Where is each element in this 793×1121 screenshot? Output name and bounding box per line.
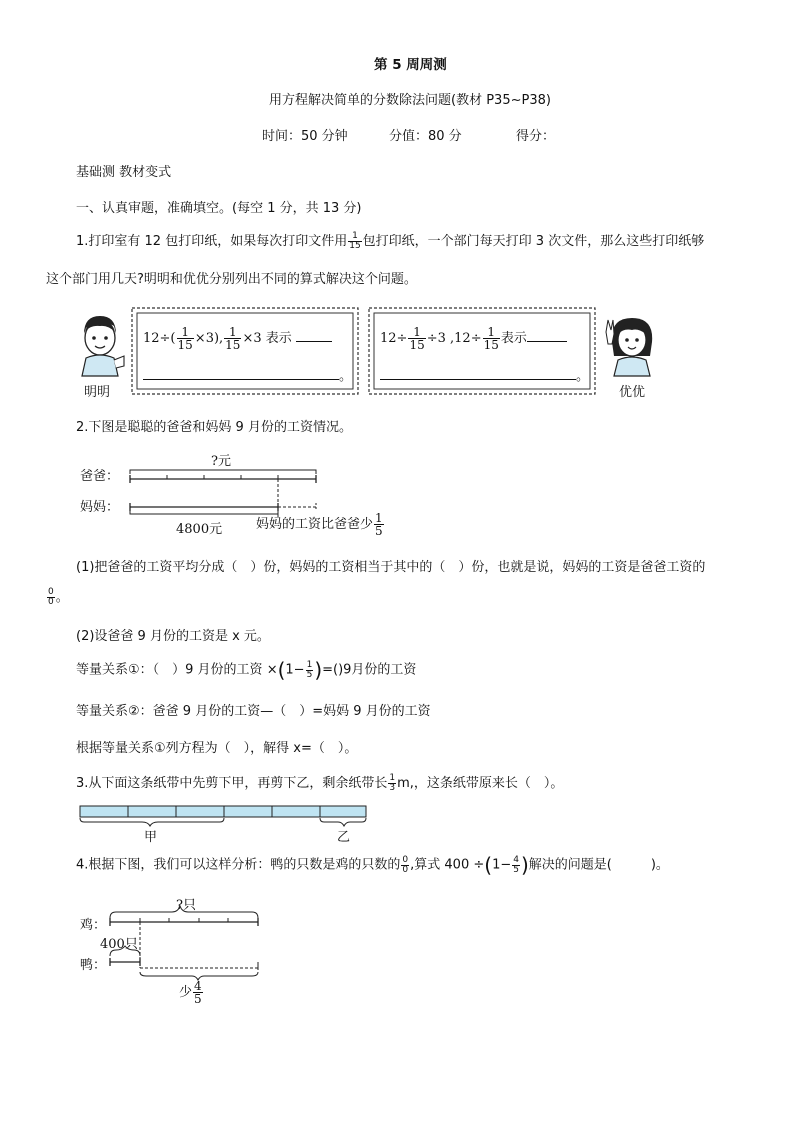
label-jia: 甲 xyxy=(144,830,158,845)
q2-note: 妈妈的工资比爸爸少 $\frac{1}{5}$ xyxy=(256,511,383,538)
page-title: 第 5 周周测 xyxy=(374,57,447,73)
q2-eq2: 等量关系②：爸爸 9 月份的工资—（ ）=妈妈 9 月份的工资 xyxy=(76,704,431,719)
top-label: ?元 xyxy=(211,454,231,469)
kid-left-illustration xyxy=(74,312,126,378)
kid-left-name: 明明 xyxy=(84,385,111,400)
mom-label: 妈妈： xyxy=(80,500,120,515)
q1-line1: 1.打印室有 12 包打印纸，如果每次打印文件用 $\frac{1}{15}$ 包打印纸，一个部门每天打印 3 次文件，那么这些打印纸够 xyxy=(76,231,705,251)
blank-line[interactable] xyxy=(296,341,332,342)
label-yi: 乙 xyxy=(337,830,351,845)
time-info: 时间：50 分钟 xyxy=(262,129,348,144)
q2-eq1: 等量关系①：（ ）9 月份的工资 ×(1− $\frac{1}{5}$ )=()9月份的工资 xyxy=(76,658,417,682)
mom-amount: 4800元 xyxy=(176,522,223,537)
blank-line[interactable] xyxy=(380,379,576,380)
duck-label: 鸭： xyxy=(80,958,107,973)
page-subtitle: 用方程解决简单的分数除法问题(教材 P35~P38) xyxy=(269,93,551,108)
q1-line2: 这个部门用几天?明明和优优分别列出不同的算式解决这个问题。 xyxy=(46,272,417,287)
q1-fraction: $\frac{1}{15}$ xyxy=(349,231,361,251)
part1-heading: 一、认真审题，准确填空。(每空 1 分，共 13 分) xyxy=(76,201,362,216)
bubble-left: 12÷( $\frac{1}{15}$ ×3), $\frac{1}{15}$ ×3 表示 。 xyxy=(129,305,361,397)
q2-part2: (2)设爸爸 9 月份的工资是 x 元。 xyxy=(76,629,270,644)
bubble-right: 12÷ $\frac{1}{15}$ ÷3 ,12÷ $\frac{1}{15}$ 表示 。 xyxy=(366,305,598,397)
q3-text: 3.从下面这条纸带中先剪下甲，再剪下乙，剩余纸带长 $\frac{1}{3}$ m,，这条纸带原来长（ ）。 xyxy=(76,773,564,793)
score-got: 得分： xyxy=(516,129,556,144)
q2-diagram xyxy=(76,448,416,540)
chicken-label: 鸡： xyxy=(80,918,107,933)
score-total: 分值：80 分 xyxy=(389,129,462,144)
less-label: 少 $\frac{4}{5}$ xyxy=(179,979,202,1006)
q2-part1: (1)把爸爸的工资平均分成（ ）份，妈妈的工资相当于其中的（ ）份，也就是说，妈妈的工资是爸爸工资的 xyxy=(76,560,706,575)
q2-part1-fraction: $\frac{0}{0}$ 。 xyxy=(48,587,69,607)
q3-strip-diagram xyxy=(76,804,376,846)
kid-right-name: 优优 xyxy=(619,385,646,400)
q2-intro: 2.下图是聪聪的爸爸和妈妈 9 月份的工资情况。 xyxy=(76,420,352,435)
q4-diagram xyxy=(76,892,276,1010)
q2-eq3: 根据等量关系①列方程为（ ），解得 x=（ ）。 xyxy=(76,741,358,756)
dad-label: 爸爸： xyxy=(80,469,120,484)
kid-right-illustration xyxy=(604,312,660,378)
count-label: 400只 xyxy=(100,937,138,952)
q4-text: 4.根据下图，我们可以这样分析：鸭的只数是鸡的只数的 $\frac{0}{0}$ ,算式 400 ÷(1− $\frac{4}{5}$ )解决的问题是( )。 xyxy=(76,853,669,877)
section-heading: 基础测 教材变式 xyxy=(76,165,172,180)
top-label: ?只 xyxy=(176,898,196,913)
blank-line[interactable] xyxy=(143,379,339,380)
blank-line[interactable] xyxy=(527,341,567,342)
